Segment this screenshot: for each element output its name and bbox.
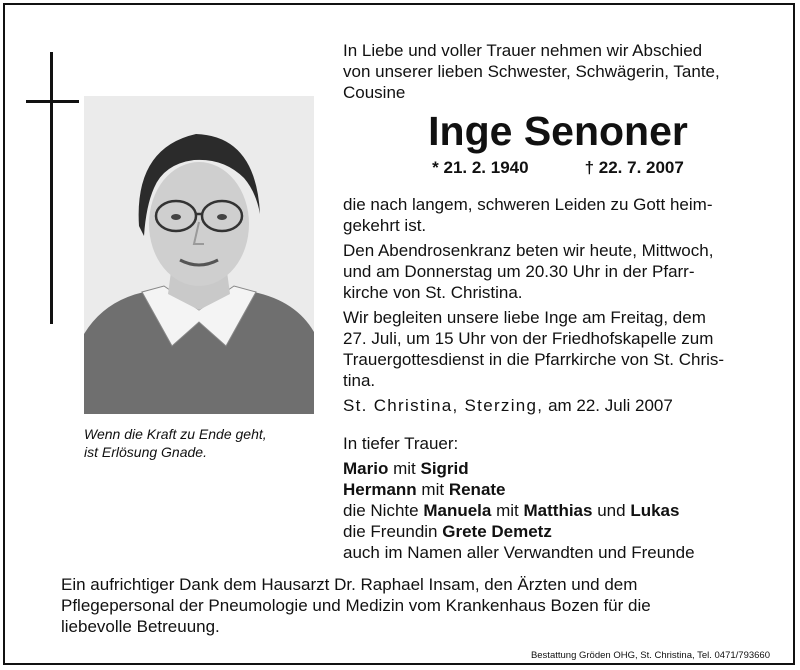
quote-line: ist Erlösung Gnade.	[84, 444, 207, 460]
quote-line: Wenn die Kraft zu Ende geht,	[84, 426, 267, 442]
rosary-line: Den Abendrosenkranz beten wir heute, Mittwoch,	[343, 241, 714, 260]
mourner-name: Renate	[448, 480, 506, 499]
mourner-line: auch im Namen aller Verwandten und Freunde	[343, 543, 695, 562]
relation-text: die Nichte	[343, 501, 419, 520]
passing-text	[343, 194, 773, 236]
funeral-home-footer: Bestattung Gröden OHG, St. Christina, Tel. 0471/793660	[530, 650, 770, 661]
portrait-photo	[84, 96, 314, 414]
mourner-name: Grete Demetz	[442, 522, 552, 541]
relation-text: die Freundin	[343, 522, 438, 541]
funeral-line: Wir begleiten unsere liebe Inge am Freitag, dem	[343, 308, 706, 327]
thanks-line: Pflegepersonal der Pneumologie und Medizin vom Krankenhaus Bozen für die	[61, 596, 651, 615]
place: St. Christina, Sterzing,	[343, 396, 544, 415]
mourner-line	[343, 479, 773, 500]
notice-text	[343, 40, 773, 563]
mourner-name: Hermann	[343, 480, 417, 499]
funeral-line: 27. Juli, um 15 Uhr von der Friedhofskapelle zum	[343, 329, 714, 348]
rosary-line: kirche von St. Christina.	[343, 283, 523, 302]
death-date: † 22. 7. 2007	[584, 158, 684, 177]
rosary-text	[343, 240, 773, 303]
thanks-text	[61, 574, 781, 637]
funeral-line: tina.	[343, 371, 376, 390]
mourner-name: Mario	[343, 459, 389, 478]
mourner-name: Sigrid	[420, 459, 469, 478]
deceased-name: Inge Senoner	[428, 108, 688, 154]
funeral-text	[343, 307, 773, 391]
mourner-line	[343, 521, 773, 542]
cross-icon-bar	[26, 100, 79, 103]
life-dates	[343, 157, 773, 178]
cross-icon	[50, 52, 53, 324]
place-date: am 22. Juli 2007	[548, 396, 673, 415]
connector-text: und	[597, 501, 626, 520]
rosary-line: und am Donnerstag um 20.30 Uhr in der Pfarr-	[343, 262, 695, 281]
place-and-date	[343, 395, 773, 416]
connector-text: mit	[496, 501, 519, 520]
passing-line: die nach langem, schweren Leiden zu Gott heim-	[343, 195, 713, 214]
mourner-name: Manuela	[423, 501, 492, 520]
funeral-line: Trauergottesdienst in die Pfarrkirche von St. Chris-	[343, 350, 725, 369]
mourning-heading: In tiefer Trauer:	[343, 434, 459, 453]
connector-text: mit	[421, 480, 445, 499]
quote	[84, 425, 324, 461]
mourners-list	[343, 458, 773, 563]
birth-date: * 21. 2. 1940	[432, 158, 529, 177]
mourner-line	[343, 500, 773, 521]
mourner-line	[343, 458, 773, 479]
mourner-name: Lukas	[630, 501, 680, 520]
intro-line: von unserer lieben Schwester, Schwägerin, Tante,	[343, 62, 720, 81]
passing-line: gekehrt ist.	[343, 216, 427, 235]
intro-line: In Liebe und voller Trauer nehmen wir Abschied	[343, 41, 703, 60]
connector-text: mit	[393, 459, 416, 478]
thanks-line: liebevolle Betreuung.	[61, 617, 220, 636]
intro-line: Cousine	[343, 83, 406, 102]
thanks-line: Ein aufrichtiger Dank dem Hausarzt Dr. Raphael Insam, den Ärzten und dem	[61, 575, 638, 594]
mourner-name: Matthias	[523, 501, 593, 520]
intro-text	[343, 40, 773, 103]
